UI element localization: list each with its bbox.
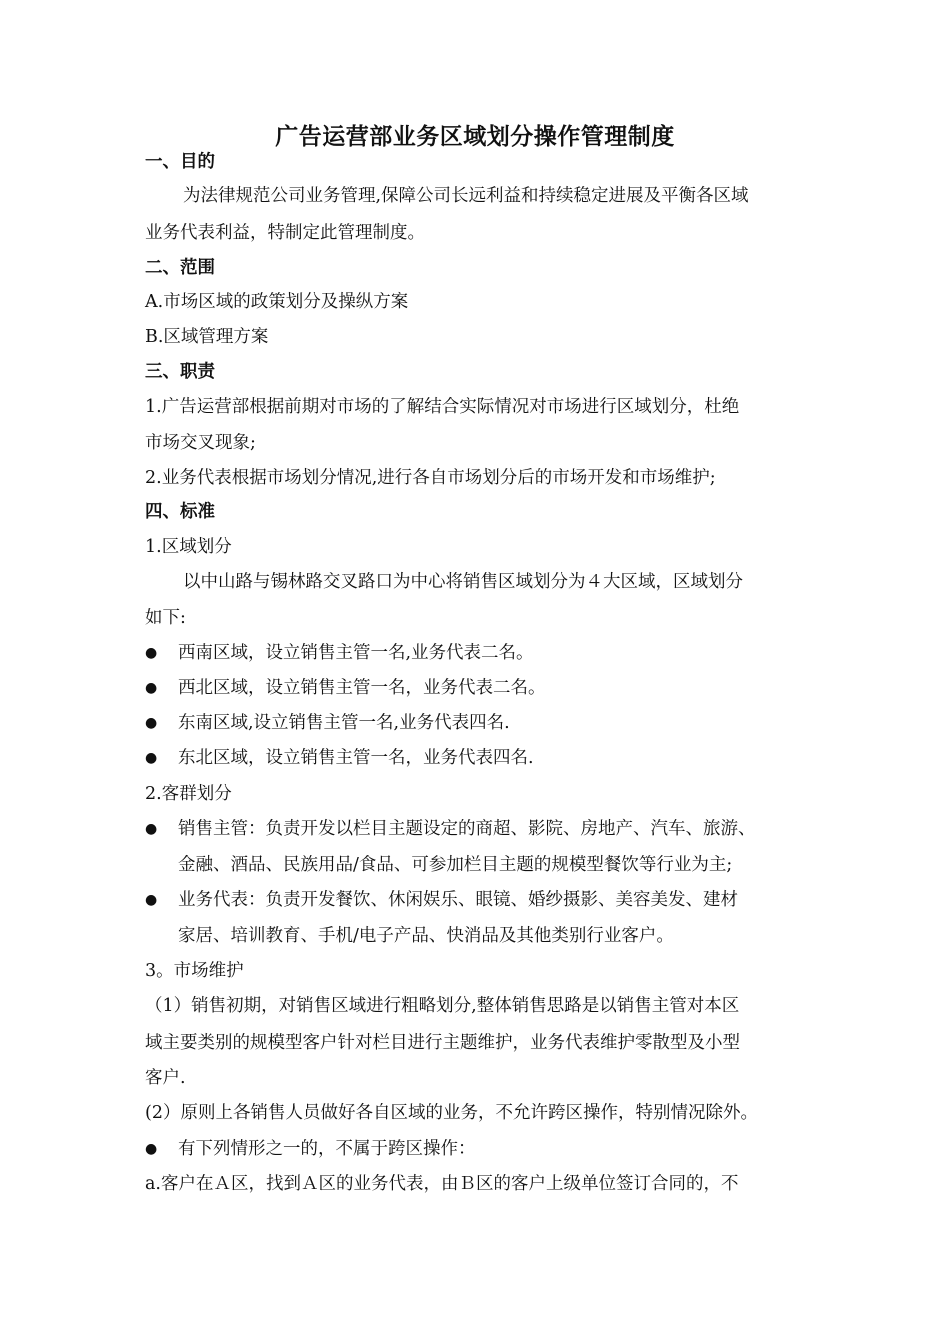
paragraph-line: 如下: <box>145 608 186 628</box>
list-item: 业务代表：负责开发餐饮、休闲娱乐、眼镜、婚纱摄影、美容美发、建材 <box>178 890 738 910</box>
document-title: 广告运营部业务区域划分操作管理制度 <box>275 123 675 150</box>
paragraph-line: 为法律规范公司业务管理,保障公司长远利益和持续稳定进展及平衡各区域 <box>183 186 749 206</box>
list-item: 销售主管：负责开发以栏目主题设定的商超、影院、房地产、汽车、旅游、 <box>178 819 756 839</box>
bullet-icon: ● <box>145 680 158 696</box>
section-heading-duties: 三、职责 <box>145 362 215 382</box>
paragraph-line: B.区域管理方案 <box>145 327 269 347</box>
paragraph-line: 1.广告运营部根据前期对市场的了解结合实际情况对市场进行区域划分，杜绝 <box>145 397 740 417</box>
paragraph-line: 业务代表利益，特制定此管理制度。 <box>145 223 425 243</box>
section-heading-purpose: 一、目的 <box>145 152 215 172</box>
paragraph-line: 市场交叉现象; <box>145 433 256 453</box>
paragraph-line: 域主要类别的规模型客户针对栏目进行主题维护，业务代表维护零散型及小型 <box>145 1033 740 1053</box>
list-item: 东南区域,设立销售主管一名,业务代表四名. <box>178 713 510 733</box>
list-item: 西南区域，设立销售主管一名,业务代表二名。 <box>178 643 534 663</box>
list-item-continuation: 金融、酒品、民族用品/食品、可参加栏目主题的规模型餐饮等行业为主; <box>178 855 733 875</box>
bullet-icon: ● <box>145 892 158 908</box>
list-item: 有下列情形之一的，不属于跨区操作： <box>178 1139 476 1159</box>
bullet-icon: ● <box>145 645 158 661</box>
subheading-customer-division: 2.客群划分 <box>145 784 232 804</box>
paragraph-line: a.客户在Ａ区，找到Ａ区的业务代表，由Ｂ区的客户上级单位签订合同的，不 <box>145 1174 739 1194</box>
subheading-market-maintenance: 3。市场维护 <box>145 961 244 981</box>
paragraph-line: 以中山路与锡林路交叉路口为中心将销售区域划分为４大区域，区域划分 <box>183 572 743 592</box>
paragraph-line: 客户. <box>145 1068 186 1088</box>
subheading-region-division: 1.区域划分 <box>145 537 232 557</box>
list-item: 东北区域，设立销售主管一名，业务代表四名. <box>178 748 534 768</box>
paragraph-line: 2.业务代表根据市场划分情况,进行各自市场划分后的市场开发和市场维护; <box>145 468 716 488</box>
bullet-icon: ● <box>145 715 158 731</box>
list-item: 西北区域，设立销售主管一名，业务代表二名。 <box>178 678 546 698</box>
bullet-icon: ● <box>145 821 158 837</box>
paragraph-line: A.市场区域的政策划分及操纵方案 <box>145 292 409 312</box>
bullet-icon: ● <box>145 1141 158 1157</box>
bullet-icon: ● <box>145 750 158 766</box>
section-heading-standards: 四、标准 <box>145 502 215 522</box>
paragraph-line: （1）销售初期，对销售区域进行粗略划分,整体销售思路是以销售主管对本区 <box>145 996 740 1016</box>
paragraph-line: (2）原则上各销售人员做好各自区域的业务，不允许跨区操作，特别情况除外。 <box>145 1103 758 1123</box>
section-heading-scope: 二、范围 <box>145 258 215 278</box>
list-item-continuation: 家居、培训教育、手机/电子产品、快消品及其他类别行业客户。 <box>178 926 674 946</box>
